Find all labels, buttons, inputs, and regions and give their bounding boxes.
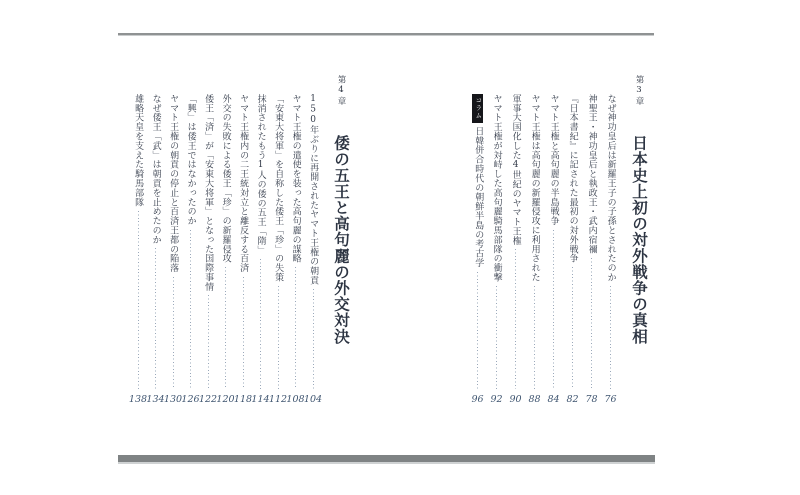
- toc-page-number: 138: [128, 394, 148, 405]
- dot-leader: [278, 286, 279, 389]
- toc-page-number: 84: [547, 394, 560, 405]
- dot-leader: [138, 211, 139, 389]
- column-badge: コラム: [472, 94, 483, 123]
- toc-page-number: 76: [604, 394, 617, 405]
- chapter-title: 倭の五王と高句麗の外交対決: [332, 134, 351, 344]
- toc-entry-title: 「安東大将軍」を自称した倭王「珍」の失策: [273, 94, 284, 282]
- toc-entry: [604, 94, 617, 405]
- toc-page-number: 126: [181, 394, 200, 405]
- chapter-number: 第4章: [336, 75, 346, 107]
- toc-entry: [566, 94, 579, 405]
- toc-entry-title: 神聖王・神功皇后と執政王・武内宿禰: [586, 94, 597, 254]
- toc-entry: [303, 94, 323, 405]
- toc-entry-title: 雄略天皇を支えた騎馬部隊: [133, 94, 144, 207]
- dot-leader: [173, 277, 174, 389]
- chapter-number: 第3章: [634, 75, 644, 107]
- toc-entry: [181, 94, 200, 405]
- toc-entry: [509, 94, 522, 405]
- toc-page-number: 92: [490, 394, 503, 405]
- toc-page-number: 90: [509, 394, 522, 405]
- toc-entry-title: 倭王「済」が「安東大将軍」となった国際事情: [203, 94, 214, 292]
- toc-entry: [286, 94, 305, 405]
- toc-page-right: [465, 75, 650, 405]
- toc-page-number: 118: [233, 394, 253, 405]
- dot-leader: [553, 230, 554, 389]
- page-top-edge: [118, 33, 654, 36]
- dot-leader: [515, 249, 516, 389]
- dot-leader: [572, 267, 573, 389]
- toc-entry-title: ヤマト王権は高句麗の新羅侵攻に利用された: [529, 94, 540, 282]
- toc-page-number: 78: [585, 394, 598, 405]
- toc-entry-title: ヤマト王権内の二王統対立と離反する百済: [238, 94, 249, 273]
- toc-entry-title: 軍事大国化した4世紀のヤマト王権: [510, 94, 521, 246]
- toc-page-number: 114: [251, 394, 270, 405]
- toc-entry-title: 「興」は倭王ではなかったのか: [185, 94, 196, 226]
- toc-entry-title: 『日本書紀』に記された最初の対外戦争: [567, 94, 578, 264]
- toc-entry: [490, 94, 503, 405]
- dot-leader: [225, 267, 226, 389]
- toc-entry-text: 日韓併合時代の朝鮮半島の考古学: [473, 126, 484, 268]
- dot-leader: [496, 286, 497, 389]
- toc-entry-title: ヤマト王権の朝貢の停止と百済王都の陥落: [168, 94, 179, 273]
- toc-page-number: 122: [198, 394, 218, 405]
- toc-page-left: [127, 75, 353, 405]
- toc-entry-title: 抹消されたもう1人の倭の五王「隋」: [255, 94, 266, 255]
- chapter-heading-left: [328, 75, 352, 405]
- dot-leader: [190, 230, 191, 389]
- toc-entry: [268, 94, 288, 405]
- toc-entry: [251, 94, 270, 405]
- toc-entry: [163, 94, 183, 405]
- dot-leader: [260, 259, 261, 389]
- chapter-heading-right: [626, 75, 650, 405]
- toc-page-number: 120: [216, 394, 235, 405]
- toc-entry-title: なぜ倭王「武」は朝貢を止めたのか: [150, 94, 161, 245]
- toc-entry-title: ヤマト王権と高句麗の半島戦争: [548, 94, 559, 226]
- toc-entry: [233, 94, 253, 405]
- toc-entry-title: ヤマト王権が対峙した高句麗騎馬部隊の衝撃: [491, 94, 502, 282]
- chapter-title: 日本史上初の対外戦争の真相: [630, 134, 649, 344]
- toc-entry-title: 外交の失敗による倭王「珍」の新羅侵攻: [220, 94, 231, 264]
- toc-entry: [528, 94, 541, 405]
- toc-entry-title: 150年ぶりに再開されたヤマト王権の朝貢: [308, 94, 319, 285]
- dot-leader: [477, 272, 478, 390]
- dot-leader: [591, 258, 592, 389]
- toc-entry: [585, 94, 598, 405]
- dot-leader: [208, 295, 209, 389]
- toc-page-number: 104: [303, 394, 323, 405]
- toc-entry-title: [472, 94, 483, 268]
- toc-page-number: 88: [528, 394, 541, 405]
- toc-entry: [128, 94, 148, 405]
- toc-page-number: 96: [471, 394, 484, 405]
- dot-leader: [534, 286, 535, 389]
- toc-entry-title: ヤマト王権の遣使を装った高句麗の謀略: [290, 94, 301, 264]
- dot-leader: [610, 286, 611, 389]
- toc-page-number: 130: [163, 394, 183, 405]
- toc-page-number: 134: [146, 394, 165, 405]
- toc-entry: [471, 94, 484, 405]
- toc-entry: [547, 94, 560, 405]
- toc-page-number: 112: [268, 394, 288, 405]
- toc-page-number: 82: [566, 394, 579, 405]
- dot-leader: [313, 289, 314, 389]
- toc-entry: [198, 94, 218, 405]
- page-bottom-edge: [118, 455, 655, 464]
- toc-entry: [216, 94, 235, 405]
- toc-entry: [146, 94, 165, 405]
- dot-leader: [243, 277, 244, 389]
- dot-leader: [155, 248, 156, 389]
- toc-page-number: 108: [286, 394, 305, 405]
- toc-entry-title: なぜ神功皇后は新羅王子の子孫とされたのか: [605, 94, 616, 282]
- dot-leader: [295, 267, 296, 389]
